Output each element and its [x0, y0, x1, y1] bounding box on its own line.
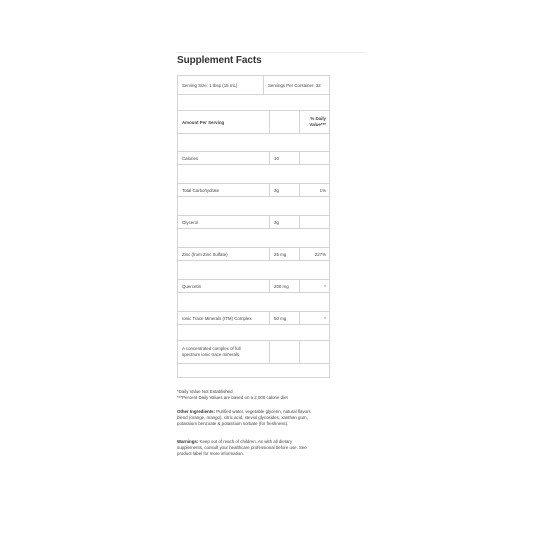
nutrient-dv [300, 216, 329, 228]
nutrient-name: Total Carbohydrate [178, 184, 270, 196]
servings-per-container: Servings Per Container: 32 [268, 82, 321, 88]
warnings-line3: product label for more information. [177, 451, 244, 456]
nutrient-dv: * [324, 283, 326, 289]
other-ingredients-line3: potassium benzoate & potassium sorbate (for freshness). [177, 421, 289, 426]
nutrient-amount: 3g [270, 216, 300, 228]
blend-amount-empty [270, 341, 300, 363]
table-row [178, 279, 329, 293]
header-amount-per-serving: Amount Per Serving [178, 111, 270, 133]
footnote-daily-value: *Daily Value Not Established [177, 389, 233, 394]
nutrient-name: Zinc (from Zinc Sulfate) [178, 248, 270, 260]
nutrient-dv: 1% [319, 187, 326, 193]
header-dv-line1: % Daily [310, 116, 326, 121]
warnings-label: Warnings: [177, 439, 199, 444]
table-row [178, 151, 329, 165]
nutrient-name: Glycerol [178, 216, 270, 228]
warnings [177, 439, 337, 457]
page-title: Supplement Facts [177, 55, 262, 66]
nutrient-name: Quercetin [178, 280, 270, 292]
blend-line1: A concentrated complex of full [182, 346, 241, 351]
nutrient-dv: 227% [314, 251, 326, 257]
blend-description-row [178, 340, 329, 364]
blend-dv-empty [300, 341, 329, 363]
header-daily-value [300, 111, 329, 133]
nutrient-amount: 50 mg [270, 312, 300, 324]
other-ingredients-line1: Purified water, vegetable glycerin, natural flavors [216, 409, 311, 414]
warnings-line2: supplements, consult your healthcare professional before use. See [177, 445, 307, 450]
header-dv-line2: Value*** [309, 122, 326, 127]
nutrient-name: Ionic Trace Minerals (ITM) Complex [178, 312, 270, 324]
footnote-percent: ***Percent Daily Values are based on a 2,000 calorie diet [177, 395, 288, 400]
table-header-row [178, 110, 329, 134]
other-ingredients-line2: blend (orange, mango), citric acid, steviol glycosides, xanthan gum, [177, 415, 308, 420]
supplement-facts-table [177, 75, 330, 378]
table-row [178, 247, 329, 261]
nutrient-amount: 10 [270, 152, 300, 164]
table-row [178, 183, 329, 197]
nutrient-amount: 25 mg [270, 248, 300, 260]
other-ingredients [177, 409, 337, 427]
nutrient-dv: * [324, 315, 326, 321]
header-amount-empty [270, 111, 300, 133]
top-divider [176, 52, 366, 53]
nutrient-dv [300, 152, 329, 164]
blend-line2: spectrum ionic trace minerals [182, 352, 240, 357]
table-row [178, 311, 329, 325]
serving-size: Serving Size: 1 tbsp (15 mL) [178, 76, 264, 94]
blend-description [178, 341, 270, 363]
footnotes-section [177, 389, 337, 457]
warnings-line1: Keep out of reach of children. As with all dietary [199, 439, 293, 444]
nutrient-name: Calories [178, 152, 270, 164]
nutrient-amount: 200 mg [270, 280, 300, 292]
other-ingredients-label: Other Ingredients: [177, 409, 216, 414]
serving-row [178, 76, 329, 95]
nutrient-amount: 3g [270, 184, 300, 196]
table-row [178, 215, 329, 229]
